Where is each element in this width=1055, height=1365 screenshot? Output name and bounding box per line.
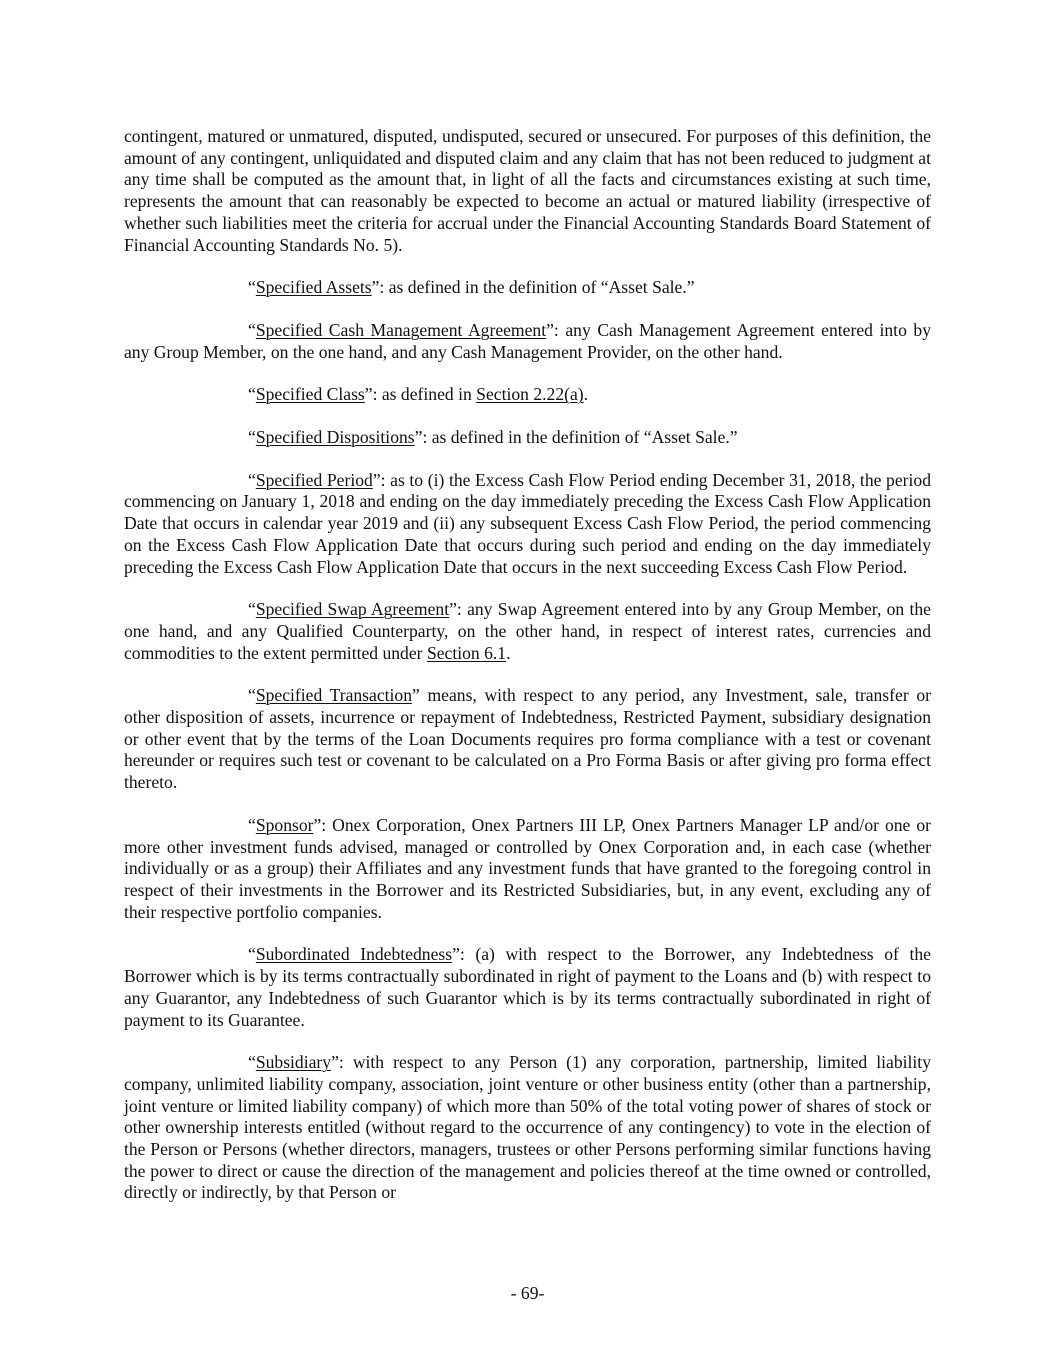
defined-term: Specified Dispositions [255,427,415,448]
defined-term: Sponsor [255,814,314,835]
definition-text: ” means, with respect to any period, any Investment, sale, transfer or other disposition of assets, incurrence or repayment of Indebtedness, Restricted Payment, subsidiary designation or other event that by the terms of the Loan Documents requires pro forma compliance with a test or covenant hereunder or requires such test or covenant to be calculated on a Pro Forma Basis or after giving pro forma effect thereto. [124,685,931,793]
definition-text: ”: any Cash Management Agreement entered into by any Group Member, on the one hand, and any Cash Management Provider, on the other hand. [124,319,932,362]
section-reference: Section 6.1 [426,642,507,663]
defined-term: Specified Class [255,384,365,405]
definition-specified-class: “Specified Class”: as defined in Section 2.22(a). [248,384,589,405]
definition-text: ”: as defined in [364,384,477,405]
section-reference: Section 2.22(a) [476,384,584,405]
page-number: - 69- [510,1283,545,1303]
definition-text: ”: with respect to any Person (1) any corporation, partnership, limited liability company, unlimited liability company, association, joint venture or other business entity (other than a partnership, joint venture or limited liability company) of which more than 50% of the total voting power of shares of stock or other ownership interests entitled (without regard to the occurrence of any contingency) to vote in the election of the Person or Persons (whether directors, managers, trustees or other Persons performing similar functions having the power to direct or cause the direction of the management and policies thereof at the time owned or controlled, directly or indirectly, by that Person or [124,1052,931,1203]
defined-term: Specified Period [255,469,373,490]
defined-term: Subordinated Indebtedness [255,944,453,965]
definition-specified-dispositions: “Specified Dispositions”: as defined in the definition of “Asset Sale.” [248,427,738,448]
definition-specified-swap-agreement: “Specified Swap Agreement”: any Swap Agreement entered into by any Group Member, on the one hand, and any Qualified Counterparty, on the other hand, in respect of interest rates, currencies and commodities to the extent permitted under Section 6.1. [124,599,931,663]
defined-term: Specified Cash Management Agreement [255,319,547,340]
document-body [124,126,931,1225]
definition-specified-transaction: “Specified Transaction” means, with respect to any period, any Investment, sale, transfer or other disposition of assets, incurrence or repayment of Indebtedness, Restricted Payment, subsidiary designation or other event that by the terms of the Loan Documents requires pro forma compliance with a test or covenant hereunder or requires such test or covenant to be calculated on a Pro Forma Basis or after giving pro forma effect thereto. [124,685,931,793]
definition-specified-period: “Specified Period”: as to (i) the Excess Cash Flow Period ending December 31, 2018, the period commencing on January 1, 2018 and ending on the day immediately preceding the Excess Cash Flow Application Date that occurs in calendar year 2019 and (ii) any subsequent Excess Cash Flow Period, the period commencing on the Excess Cash Flow Application Date that occurs during such period and ending on the day immediately preceding the Excess Cash Flow Application Date that occurs in the next succeeding Excess Cash Flow Period. [124,469,931,577]
definition-text: ”: as defined in the definition of “Asset Sale.” [414,427,738,448]
definition-text: ”: as to (i) the Excess Cash Flow Period ending December 31, 2018, the period commencing on January 1, 2018 and ending on the day immediately preceding the Excess Cash Flow Application Date that occurs in calendar year 2019 and (ii) any subsequent Excess Cash Flow Period, the period commencing on the Excess Cash Flow Application Date that occurs during such period and ending on the day immediately preceding the Excess Cash Flow Application Date that occurs in the next succeeding Excess Cash Flow Period. [124,469,931,577]
defined-term: Specified Assets [255,277,372,298]
definition-sponsor: “Sponsor”: Onex Corporation, Onex Partners III LP, Onex Partners Manager LP and/or one or more other investment funds advised, managed or controlled by Onex Corporation and, in each case (whether individually or as a group) their Affiliates and any investment funds that have granted to the foregoing control in respect of their investments in the Borrower and its Restricted Subsidiaries, but, in any event, excluding any of their respective portfolio companies. [124,814,931,922]
defined-term: Specified Swap Agreement [255,599,450,620]
definition-specified-assets: “Specified Assets”: as defined in the definition of “Asset Sale.” [248,277,695,298]
definition-tail: . [583,384,589,405]
defined-term: Subsidiary [255,1052,332,1073]
definition-tail: . [506,642,511,663]
definition-text: ”: any Swap Agreement entered into by any Group Member, on the one hand, and any Qualified Counterparty, on the other hand, in respect of interest rates, currencies and commodities to the extent permitted under [124,599,931,663]
definition-subordinated-indebtedness: “Subordinated Indebtedness”: (a) with respect to the Borrower, any Indebtedness of the Borrower which is by its terms contractually subordinated in right of payment to the Loans and (b) with respect to any Guarantor, any Indebtedness of such Guarantor which is by its terms contractually subordinated in right of payment to its Guarantee. [124,944,931,1030]
continued-paragraph: contingent, matured or unmatured, disputed, undisputed, secured or unsecured. For purposes of this definition, the amount of any contingent, unliquidated and disputed claim and any claim that has not been reduced to judgment at any time shall be computed as the amount that, in light of all the facts and circumstances existing at such time, represents the amount that can reasonably be expected to become an actual or matured liability (irrespective of whether such liabilities meet the criteria for accrual under the Financial Accounting Standards Board Statement of Financial Accounting Standards No. 5). [124,126,931,255]
definition-subsidiary: “Subsidiary”: with respect to any Person (1) any corporation, partnership, limited liability company, unlimited liability company, association, joint venture or other business entity (other than a partnership, joint venture or limited liability company) of which more than 50% of the total voting power of shares of stock or other ownership interests entitled (without regard to the occurrence of any contingency) to vote in the election of the Person or Persons (whether directors, managers, trustees or other Persons performing similar functions having the power to direct or cause the direction of the management and policies thereof at the time owned or controlled, directly or indirectly, by that Person or [124,1052,931,1203]
definition-text: ”: Onex Corporation, Onex Partners III LP, Onex Partners Manager LP and/or one or more other investment funds advised, managed or controlled by Onex Corporation and, in each case (whether individually or as a group) their Affiliates and any investment funds that have granted to the foregoing control in respect of their investments in the Borrower and its Restricted Subsidiaries, but, in any event, excluding any of their respective portfolio companies. [124,814,931,922]
definition-specified-cash-management-agreement: “Specified Cash Management Agreement”: any Cash Management Agreement entered into by any Group Member, on the one hand, and any Cash Management Provider, on the other hand. [124,319,932,362]
defined-term: Specified Transaction [255,685,413,706]
definition-text: ”: (a) with respect to the Borrower, any Indebtedness of the Borrower which is by its terms contractually subordinated in right of payment to the Loans and (b) with respect to any Guarantor, any Indebtedness of such Guarantor which is by its terms contractually subordinated in right of payment to its Guarantee. [124,944,931,1030]
definition-text: ”: as defined in the definition of “Asset Sale.” [371,277,695,298]
